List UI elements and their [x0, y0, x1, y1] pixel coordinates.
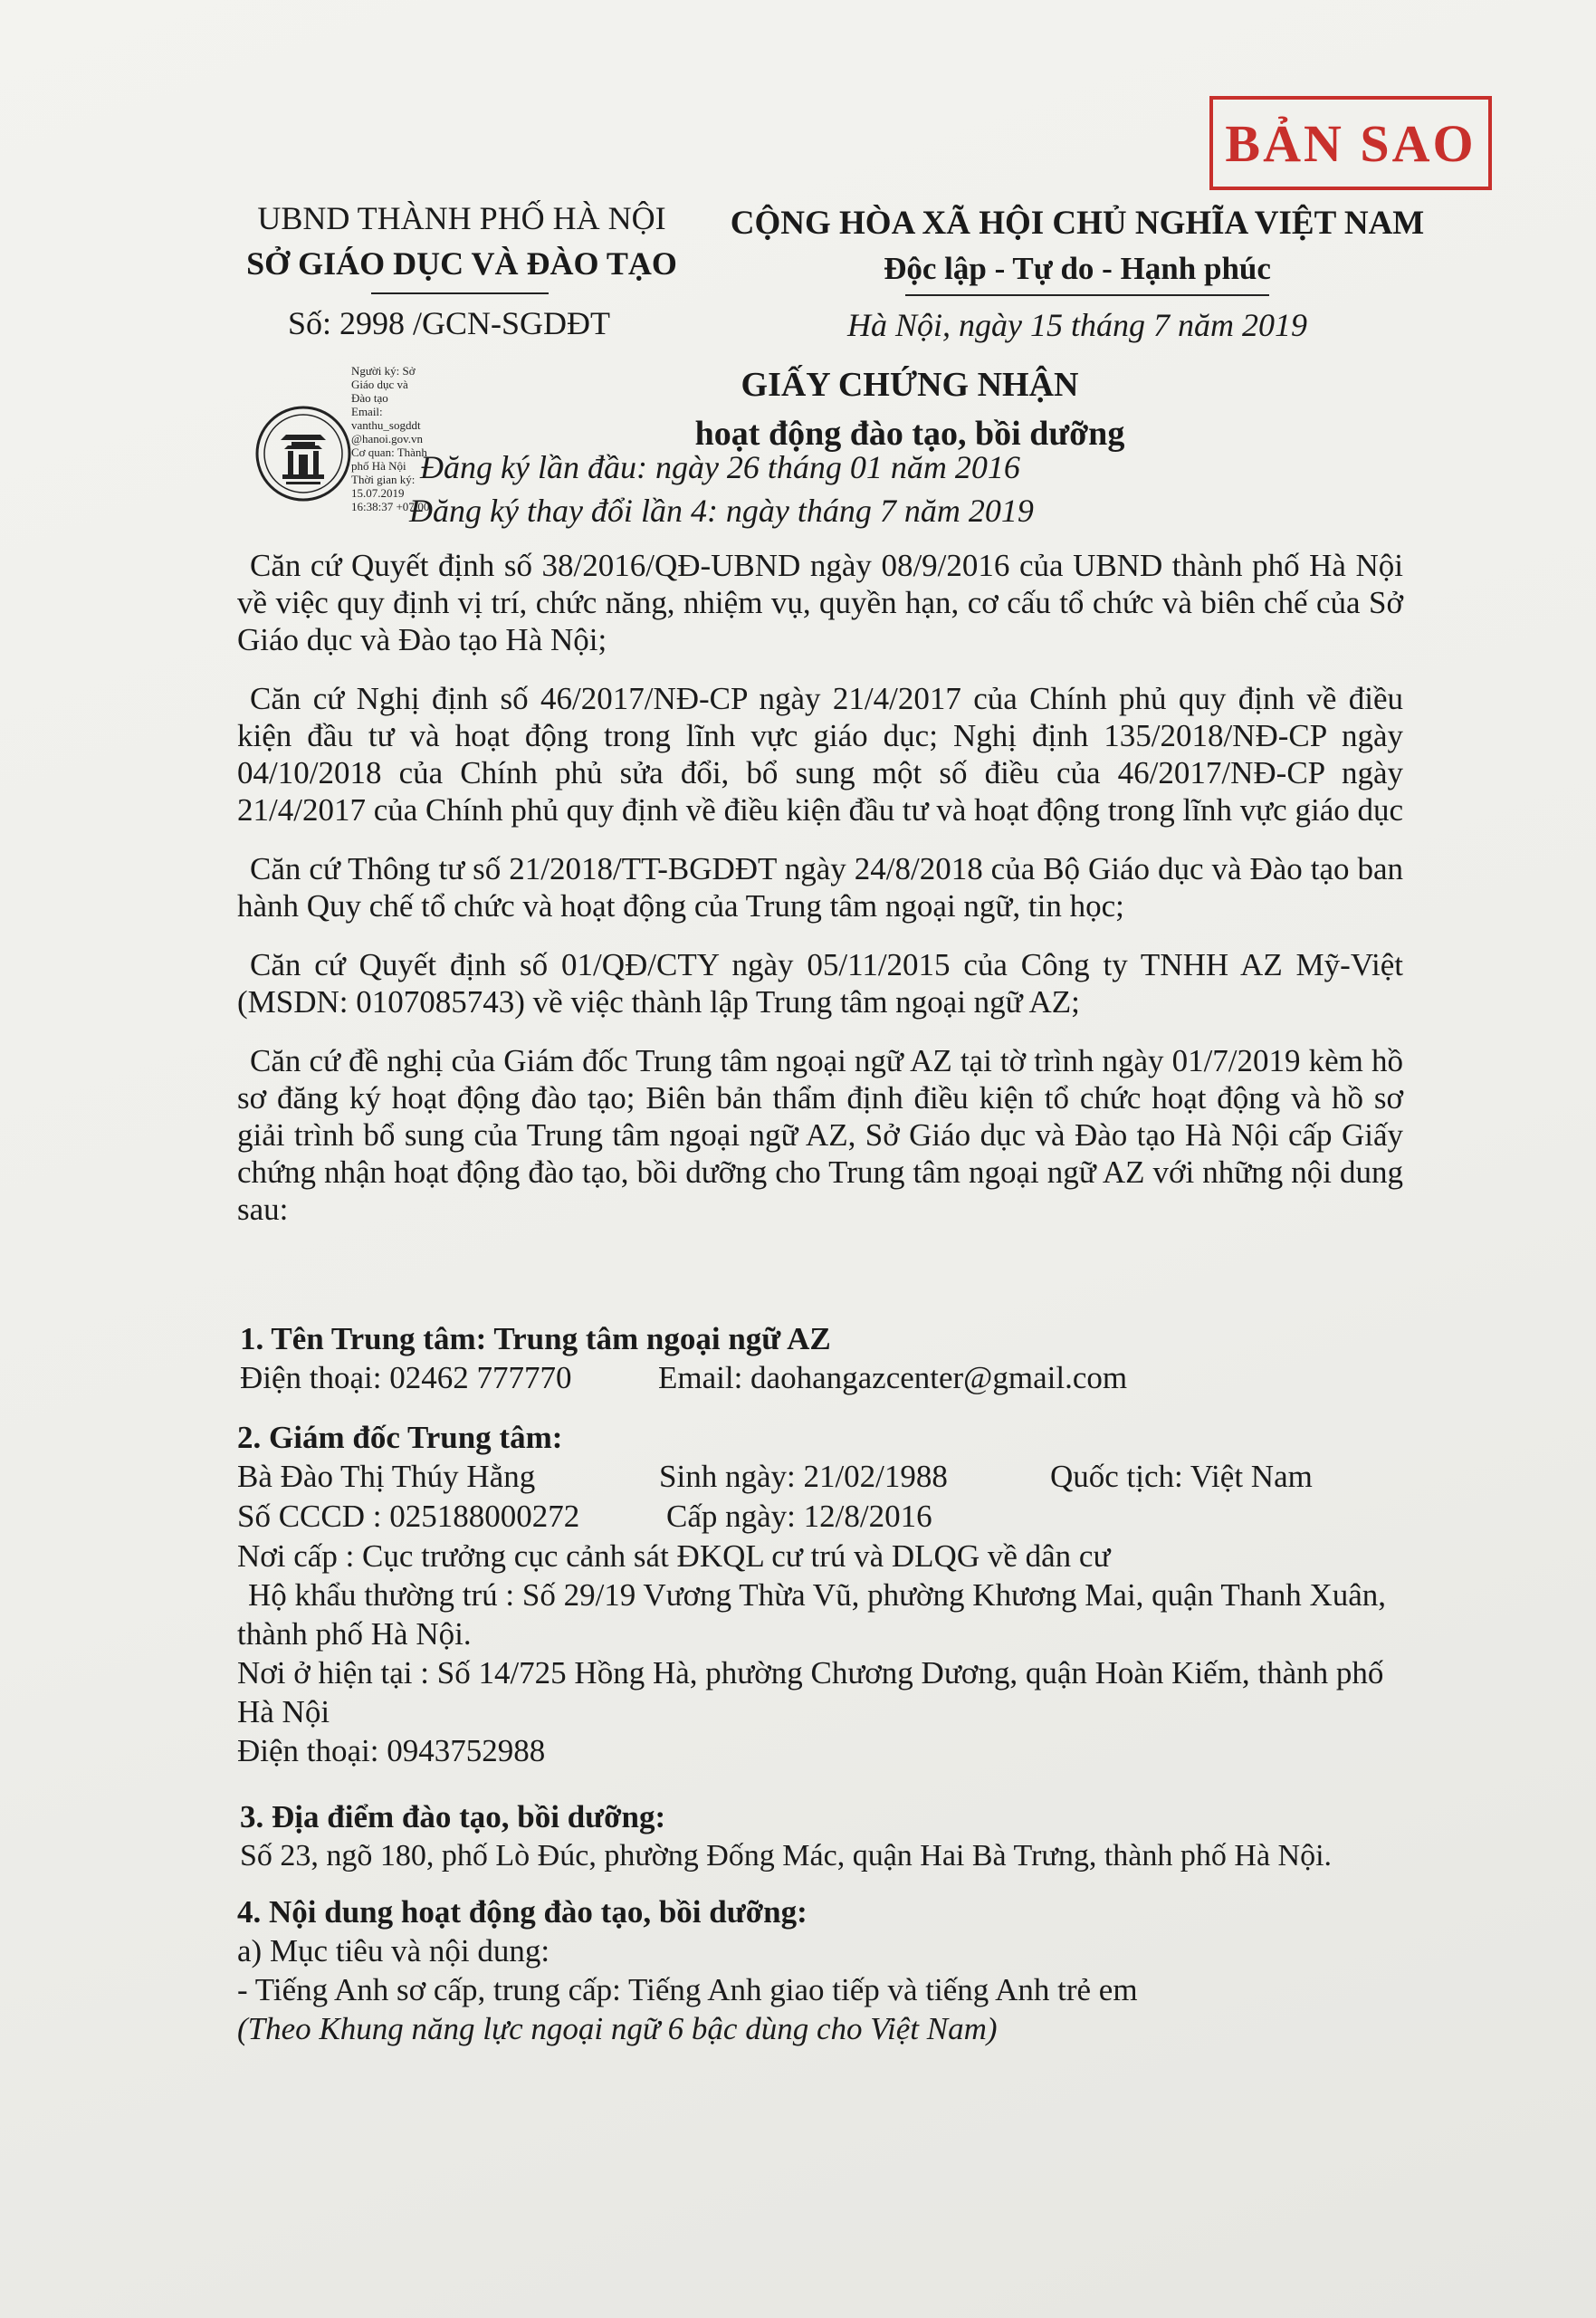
director-residence: Hộ khẩu thường trú : Số 29/19 Vương Thừa Vũ, phường Khương Mai, quận Thanh Xuân, — [248, 1577, 1387, 1613]
legal-basis — [237, 547, 1403, 1250]
header-divider-left — [371, 292, 549, 294]
registration-first: Đăng ký lần đầu: ngày 26 tháng 01 năm 2016 — [420, 449, 1020, 485]
paragraph: Căn cứ Thông tư số 21/2018/TT-BGDĐT ngày 24/8/2018 của Bộ Giáo dục và Đào tạo ban hành Quy chế tổ chức và hoạt động của Trung tâm ngoại ngữ, tin học; — [237, 851, 1403, 924]
registration-info — [409, 445, 1034, 532]
director-id-issue-place: Nơi cấp : Cục trưởng cục cảnh sát ĐKQL cư trú và DLQG về dân cư — [237, 1538, 1111, 1574]
registration-change: Đăng ký thay đổi lần 4: ngày tháng 7 năm 2019 — [409, 493, 1034, 529]
authority-line2: SỞ GIÁO DỤC VÀ ĐÀO TẠO — [246, 245, 677, 282]
certificate-title: GIẤY CHỨNG NHẬN — [741, 366, 1079, 404]
director-id-issue-date: Cấp ngày: 12/8/2016 — [666, 1499, 932, 1534]
motto-line1: CỘNG HÒA XÃ HỘI CHỦ NGHĨA VIỆT NAM — [730, 205, 1425, 242]
issue-date: Hà Nội, ngày 15 tháng 7 năm 2019 — [847, 307, 1307, 343]
digital-signature-info: Người ký: Sở Giáo dục và Đào tạo Email: vanthu_sogddt @hanoi.gov.vn Cơ quan: Thành phố Hà Nội Thời gian ký: 15.07.2019 16:38:37 +07:00 — [351, 364, 430, 513]
section1-heading: 1. Tên Trung tâm: Trung tâm ngoại ngữ AZ — [240, 1321, 831, 1356]
section-training-location — [240, 1797, 1417, 1875]
director-current-address: Nơi ở hiện tại : Số 14/725 Hồng Hà, phường Chương Dương, quận Hoàn Kiếm, thành phố — [237, 1655, 1384, 1691]
center-phone: Điện thoại: 02462 777770 — [240, 1360, 572, 1395]
certificate-subtitle: hoạt động đào tạo, bồi dưỡng — [694, 415, 1125, 453]
emblem-seal-icon — [253, 404, 353, 503]
training-address: Số 23, ngõ 180, phố Lò Đúc, phường Đống Mác, quận Hai Bà Trưng, thành phố Hà Nội. — [240, 1839, 1333, 1873]
section2-heading: 2. Giám đốc Trung tâm: — [237, 1420, 563, 1455]
paragraph: Căn cứ đề nghị của Giám đốc Trung tâm ngoại ngữ AZ tại tờ trình ngày 01/7/2019 kèm hồ sơ đăng ký hoạt động đào tạo; Biên bản thẩm định điều kiện tổ chức hoạt động và hồ sơ giải trình bổ sung của Trung tâm ngoại ngữ AZ, Sở Giáo dục và Đào tạo Hà Nội cấp Giấy chứng nhận hoạt động đào tạo, bồi dưỡng cho Trung tâm ngoại ngữ AZ với những nội dung sau: — [237, 1043, 1403, 1227]
paragraph: Căn cứ Quyết định số 01/QĐ/CTY ngày 05/11/2015 của Công ty TNHH AZ Mỹ-Việt (MSDN: 0107085743) về việc thành lập Trung tâm ngoại ngữ AZ; — [237, 947, 1403, 1020]
section4-a: a) Mục tiêu và nội dung: — [237, 1933, 550, 1968]
section4-heading: 4. Nội dung hoạt động đào tạo, bồi dưỡng: — [237, 1894, 808, 1930]
paragraph: Căn cứ Quyết định số 38/2016/QĐ-UBND ngày 08/9/2016 của UBND thành phố Hà Nội về việc quy định vị trí, chức năng, nhiệm vụ, quyền hạn, cơ cấu tổ chức và biên chế của Sở Giáo dục và Đào tạo Hà Nội; — [237, 548, 1403, 657]
director-residence-cont: thành phố Hà Nội. — [237, 1616, 472, 1652]
director-nationality: Quốc tịch: Việt Nam — [1050, 1459, 1313, 1494]
issuing-authority — [226, 196, 697, 286]
section4-item: - Tiếng Anh sơ cấp, trung cấp: Tiếng Anh giao tiếp và tiếng Anh trẻ em — [237, 1972, 1138, 2007]
national-motto — [724, 201, 1430, 292]
document-number: Số: 2998 /GCN-SGDĐT — [288, 305, 611, 341]
center-email: Email: daohangazcenter@gmail.com — [658, 1360, 1128, 1395]
authority-line1: UBND THÀNH PHỐ HÀ NỘI — [257, 200, 666, 236]
section-director — [237, 1418, 1414, 1770]
director-name: Bà Đào Thị Thúy Hằng — [237, 1459, 536, 1494]
section-training-content — [237, 1892, 1414, 2048]
section4-note: (Theo Khung năng lực ngoại ngữ 6 bậc dùng cho Việt Nam) — [237, 2011, 998, 2046]
section3-heading: 3. Địa điểm đào tạo, bồi dưỡng: — [240, 1799, 666, 1834]
director-id: Số CCCD : 025188000272 — [237, 1499, 580, 1534]
motto-line2: Độc lập - Tự do - Hạnh phúc — [884, 251, 1271, 286]
certificate-title-block — [507, 360, 1313, 458]
director-phone: Điện thoại: 0943752988 — [237, 1733, 546, 1768]
copy-stamp: BẢN SAO — [1209, 96, 1492, 190]
director-dob: Sinh ngày: 21/02/1988 — [659, 1459, 948, 1494]
header-divider-right — [905, 294, 1269, 296]
paragraph: Căn cứ Nghị định số 46/2017/NĐ-CP ngày 21/4/2017 của Chính phủ quy định về điều kiện đầu tư và hoạt động trong lĩnh vực giáo dục; Nghị định 135/2018/NĐ-CP ngày 04/10/2018 của Chính phủ sửa đổi, bổ sung một số điều của 46/2017/NĐ-CP ngày 21/4/2017 của Chính phủ quy định về điều kiện đầu tư và hoạt động trong lĩnh vực giáo dục — [237, 681, 1404, 828]
section-center-name — [240, 1319, 1417, 1397]
director-current-address-cont: Hà Nội — [237, 1694, 330, 1729]
